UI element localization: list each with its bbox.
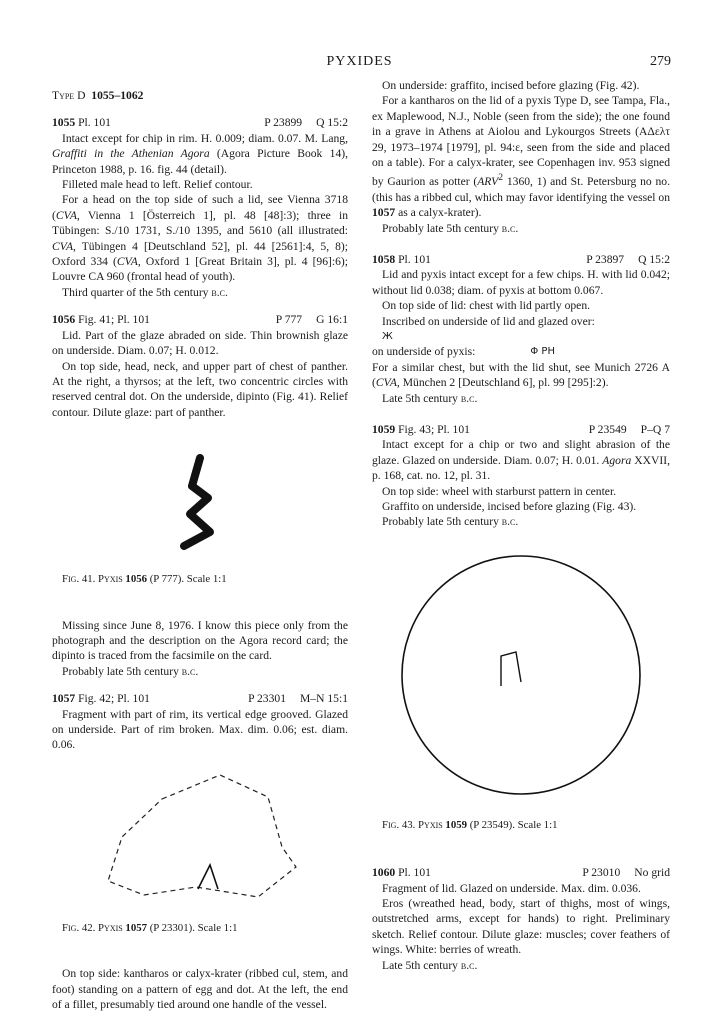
right-column [372, 78, 670, 973]
fig41-dipinto-drawing [170, 452, 230, 552]
entry-1055-head: 1055 Pl. 101 P 23899 Q 15:2 [52, 116, 348, 130]
entry-1058-desc: Lid and pyxis intact except for a few chips. H. with lid 0.042; without lid 0.038; diam. of pyxis at bottom 0.067. [372, 268, 670, 297]
entry-1055-comparanda: For a head on the top side of such a lid, see Vienna 3718 (CVA, Vienna 1 [Österreich 1], pl. 48 [48]:3); three in Tübingen: S./10 1731, S./10 1395, and 5610 (all illustrated: CVA, Tübingen 4 [Deutschland 52], pl. 44 [2561]:4, 5, 8); Oxford 334 (CVA, Oxford 1 [Great Britain 3], pl. 4 [96]:6); Louvre CA 960 (frontal head of youth). [52, 193, 348, 284]
entry-1056-note: Missing since June 8, 1976. I know this piece only from the photograph and the description on the Agora record card; the dipinto is traced from the facsimile on the card. [52, 618, 348, 663]
fig43-caption: Fig. 43. Pyxis 1059 (P 23549). Scale 1:1 [382, 818, 558, 831]
entry-1058-inscription-pyxis: Φ PH [530, 346, 555, 358]
fig42-caption: Fig. 42. Pyxis 1057 (P 23301). Scale 1:1 [62, 921, 238, 934]
fig43-pyxis-circle-drawing [398, 552, 644, 798]
entry-1057-desc: Fragment with part of rim, its vertical edge grooved. Glazed on underside. Part of rim broken. Max. dim. 0.06; est. diam. 0.06. [52, 707, 348, 752]
entry-1059-desc: Intact except for a chip or two and slight abrasion of the glaze. Glazed on underside. Diam. 0.07; H. 0.01. Agora XXVII, p. 168, cat. no. 12, pl. 31. [372, 438, 671, 483]
fig42-fragment-drawing [100, 767, 300, 907]
type-heading: Type D 1055–1062 [52, 89, 144, 102]
entry-1058-inscription-lead: Inscribed on underside of lid and glazed over: [382, 314, 595, 328]
page-number: 279 [650, 54, 671, 69]
entry-1060-date: Late 5th century b.c. [382, 958, 478, 972]
entry-1059-graffito: Graffito on underside, incised before glazing (Fig. 43). [382, 500, 637, 514]
entry-1058-inscription-lid: Ж [382, 330, 393, 342]
entry-1055-date: Third quarter of the 5th century b.c. [62, 285, 228, 299]
entry-1057-underside: On underside: graffito, incised before glazing (Fig. 42). [382, 79, 640, 92]
left-column [52, 88, 348, 1012]
entry-1057-comparanda: For a kantharos on the lid of a pyxis Type D, see Tampa, Fla., ex Maplewood, N.J., Noble (seen from the side); the one found in a grave in Athens at Aiolou and Lykourgos Streets (ΑΔελτ 29, 1973–1974 [1979], pl. 94:ε, seen from the side and placed on a table). For a calyx-krater, see Copenhagen inv. 953 signed by Gaurion as potter (ARV$^2$ 1360, 1) and St. Petersburg no no. (this has a ribbed cul, which may favor identifying the vessel on 1057 as a calyx-krater). [372, 94, 670, 220]
entry-1057-top-side: On top side: kantharos or calyx-krater (ribbed cul, stem, and foot) standing on a pattern of egg and dot. At the left, the end of a fillet, presumably tied around one handle of the vessel. [52, 967, 348, 1011]
entry-1058-pyxis-label: on underside of pyxis: [372, 345, 476, 359]
entry-1057-date: Probably late 5th century b.c. [382, 221, 519, 235]
entry-1058-subject: On top side of lid: chest with lid partly open. [382, 299, 591, 313]
entry-1056-desc: Lid. Part of the glaze abraded on side. Thin brownish glaze on underside. Diam. 0.07; H. 0.012. [52, 328, 348, 358]
fig41-caption: Fig. 41. Pyxis 1056 (P 777). Scale 1:1 [62, 573, 227, 586]
entry-1057-head: 1057 Fig. 42; Pl. 101 P 23301 M–N 15:1 [52, 692, 348, 706]
entry-1055-desc: Intact except for chip in rim. H. 0.009; diam. 0.07. M. Lang, Graffiti in the Athenian Agora (Agora Picture Book 14), Princeton 1988, p. 16. fig. 44 (detail). [52, 131, 348, 176]
entry-1059-head: 1059 Fig. 43; Pl. 101 P 23549 P–Q 7 [372, 422, 670, 436]
entry-1058-head: 1058 Pl. 101 P 23897 Q 15:2 [372, 252, 670, 266]
entry-1058-date: Late 5th century b.c. [382, 391, 478, 405]
running-head-title: PYXIDES [326, 54, 393, 69]
entry-1056-head: 1056 Fig. 41; Pl. 101 P 777 G 16:1 [52, 313, 348, 327]
entry-1058-comparanda: For a similar chest, but with the lid shut, see Munich 2726 A (CVA, München 2 [Deutschland 6], pl. 99 [295]:2). [372, 360, 670, 390]
entry-1059-subject: On top side: wheel with starburst pattern in center. [382, 484, 617, 498]
entry-1060-subject: Eros (wreathed head, body, start of thighs, most of wings, outstretched arms, except for hands) to right. Preliminary sketch. Relief contour. Dilute glaze: muscles; cover feathers of wings. White: berries of wreath. [372, 897, 670, 957]
entry-1055-subject: Filleted male head to left. Relief contour. [62, 178, 253, 192]
entry-1060-desc: Fragment of lid. Glazed on underside. Max. dim. 0.036. [382, 881, 641, 895]
entry-1056-date: Probably late 5th century b.c. [62, 664, 199, 678]
entry-1060-head: 1060 Pl. 101 P 23010 No grid [372, 866, 670, 880]
entry-1056-subject: On top side, head, neck, and upper part of chest of panther. At the right, a thyrsos; at the left, two concentric circles with reserved central dot. On the underside, dipinto (Fig. 41). Relief contour. Dilute glaze: part of panther. [52, 359, 348, 419]
entry-1059-date: Probably late 5th century b.c. [382, 515, 519, 529]
entry-1058-pyxis-inscription-row [372, 344, 670, 359]
